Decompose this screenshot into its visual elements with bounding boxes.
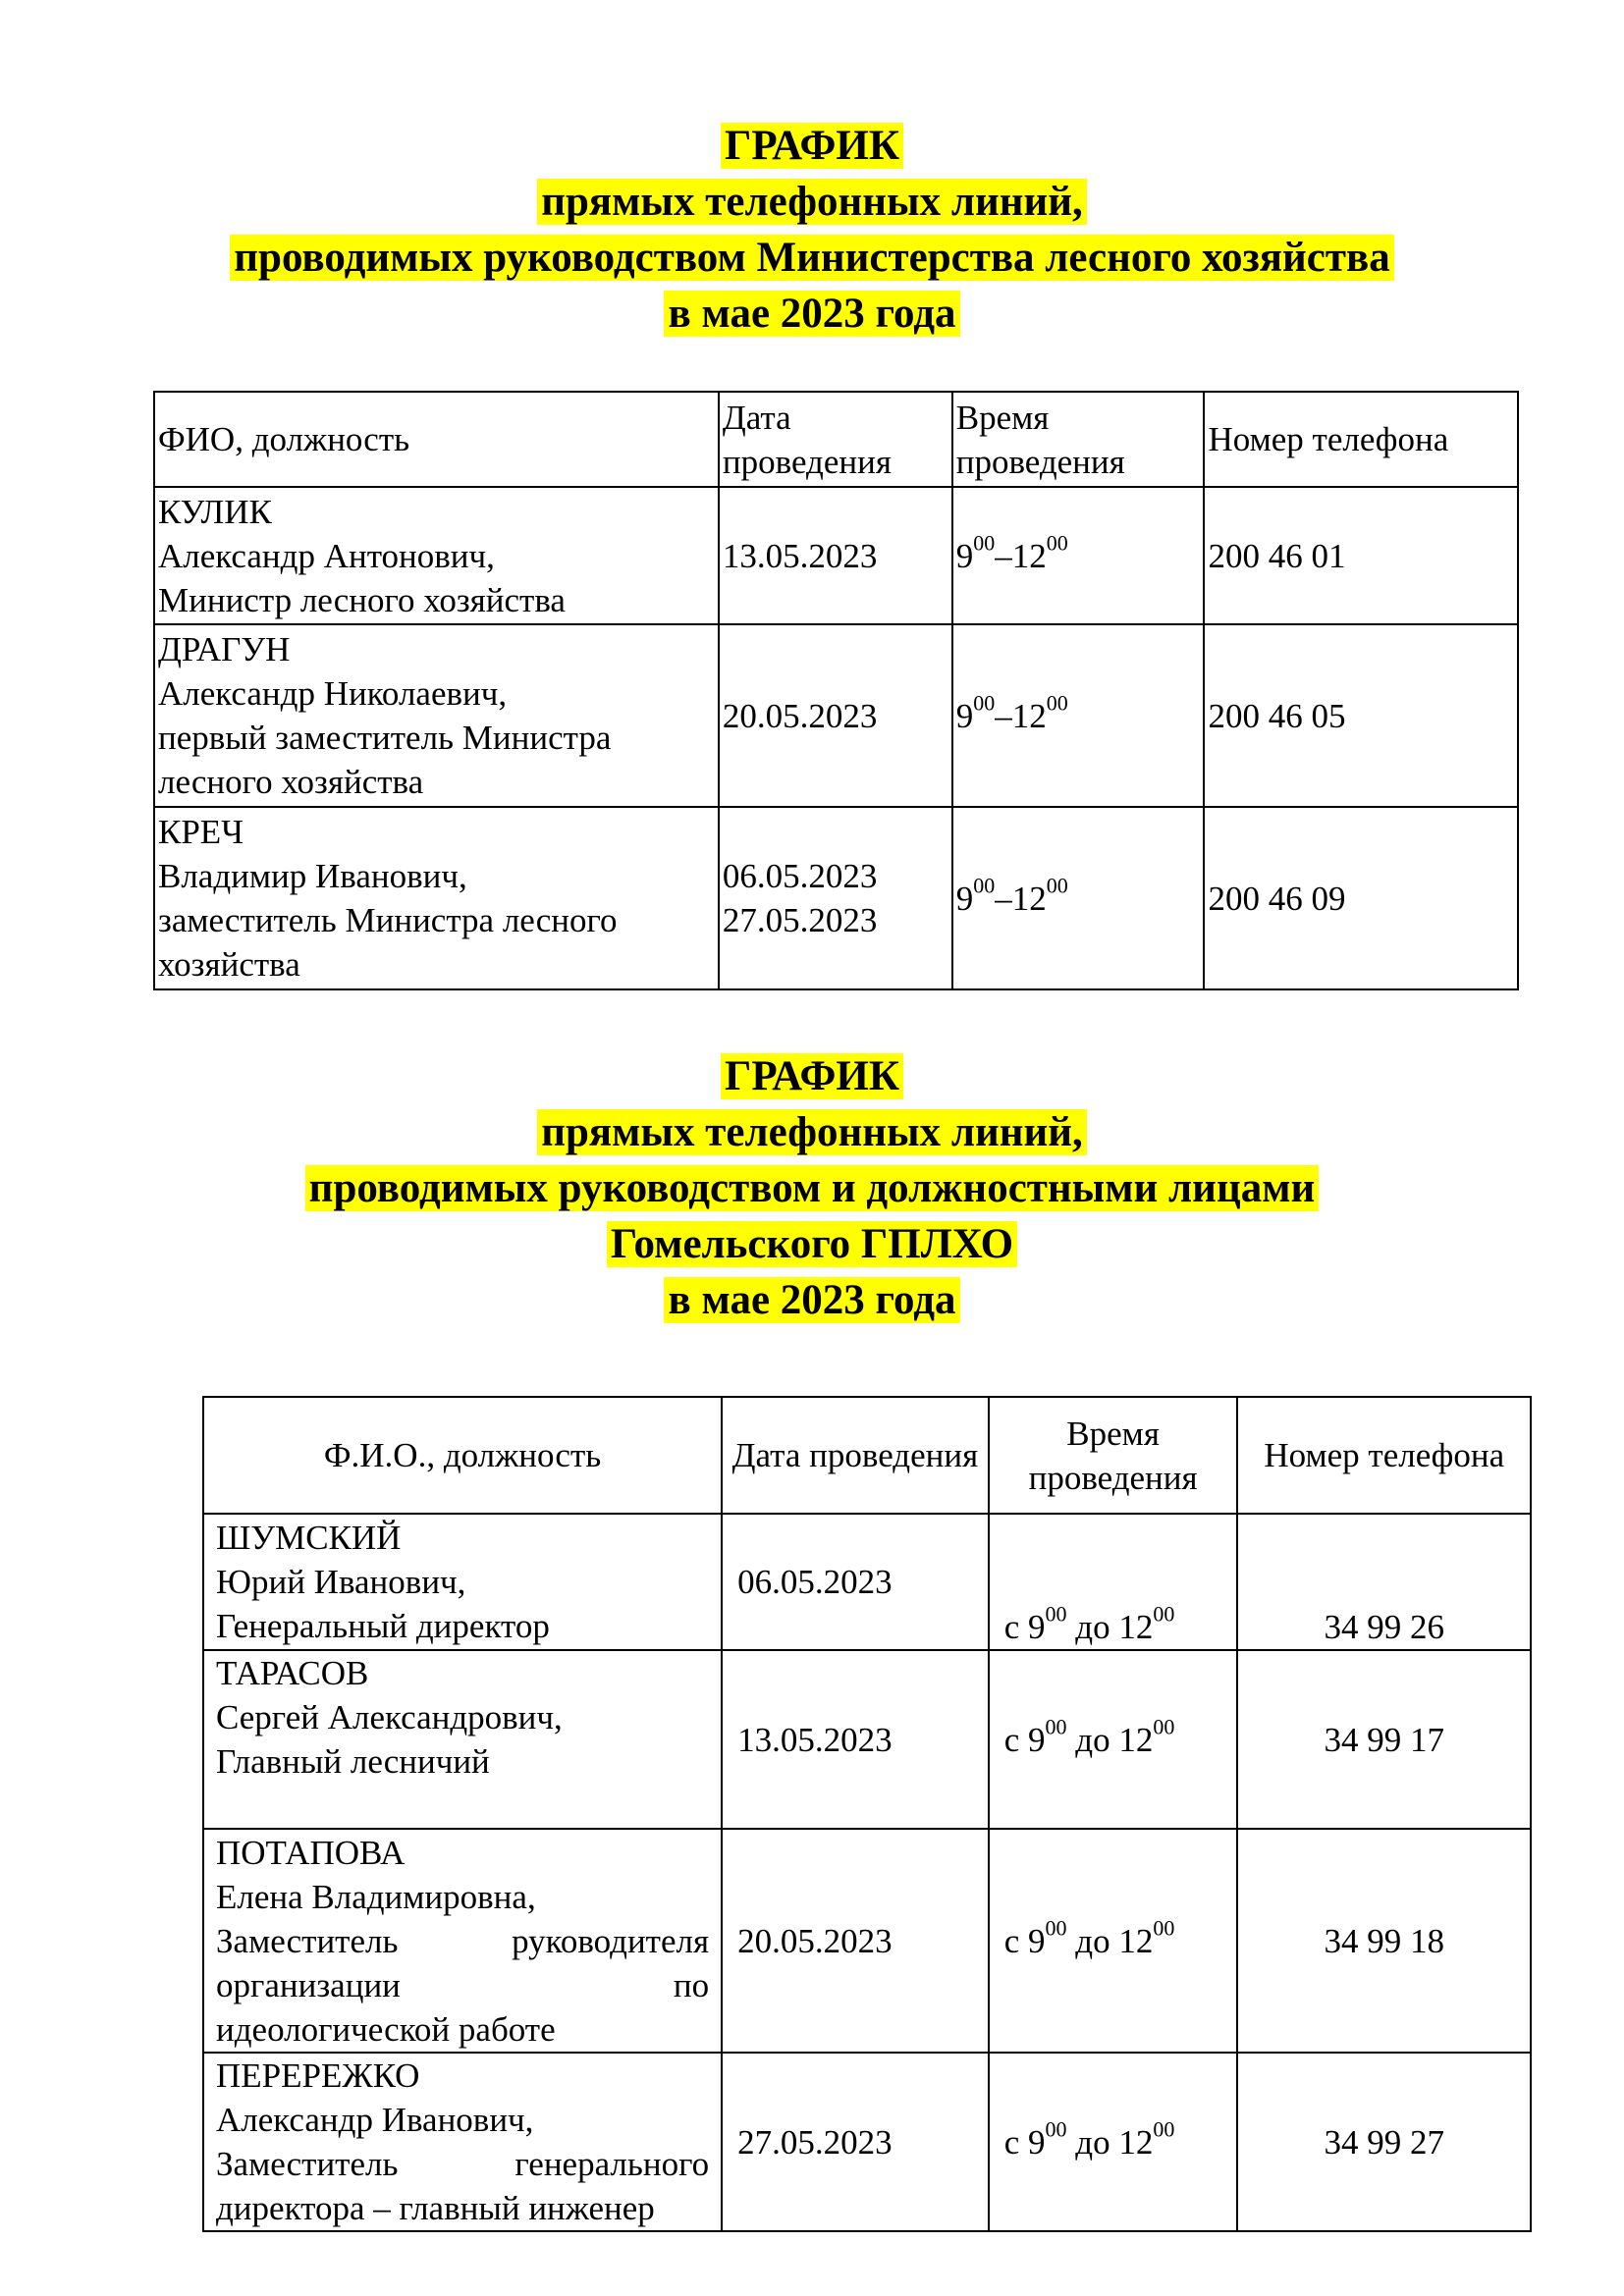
phone-cell: 200 46 09	[1204, 807, 1518, 989]
header-time: Время проведения	[989, 1397, 1238, 1514]
header-fio: ФИО, должность	[154, 392, 719, 487]
person-position: Заместитель руководителя	[216, 1921, 710, 1960]
header-date: Дата проведения	[719, 392, 952, 487]
time-cell: $9^{00}-12^{00}$	[952, 624, 1205, 807]
table-header-row	[203, 1397, 1531, 1514]
person-name: Сергей Александрович,	[216, 1698, 563, 1736]
ministry-title-line3: проводимых руководством Министерства лесного хозяйства	[230, 235, 1393, 281]
person-name: Александр Николаевич,	[158, 674, 508, 713]
table-row	[154, 624, 1518, 807]
person-cell	[154, 807, 719, 989]
time-cell: с $9^{00}$ до $12^{00}$	[989, 1650, 1238, 1829]
person-surname: КРЕЧ	[158, 813, 244, 851]
person-surname: ПЕРЕРЕЖКО	[216, 2056, 420, 2095]
date-cell: 13.05.2023	[722, 1650, 989, 1829]
date-cell: 20.05.2023	[719, 624, 952, 807]
time-cell: $9^{00}-12^{00}$	[952, 487, 1205, 624]
person-position: Генеральный директор	[216, 1607, 550, 1645]
person-name: Александр Иванович,	[216, 2101, 534, 2139]
person-name: Александр Антонович,	[158, 536, 495, 575]
header-fio: Ф.И.О., должность	[203, 1397, 722, 1514]
phone-cell: 34 99 18	[1237, 1829, 1531, 2053]
person-position: идеологической работе	[216, 2009, 556, 2049]
gomel-title-line4: Гомельского ГПЛХО	[607, 1221, 1017, 1267]
table-row	[154, 487, 1518, 624]
time-cell: с $9^{00}$ до $12^{00}$	[989, 1829, 1238, 2053]
person-surname: ДРАГУН	[158, 630, 291, 668]
person-name: Юрий Иванович,	[216, 1563, 466, 1601]
phone-cell: 200 46 05	[1204, 624, 1518, 807]
person-position: хозяйства	[158, 945, 300, 984]
person-surname: КУЛИК	[158, 492, 272, 531]
person-position: Заместитель генерального	[216, 2145, 710, 2183]
gomel-title-line3: проводимых руководством и должностными лицами	[305, 1165, 1320, 1211]
phone-cell: 200 46 01	[1204, 487, 1518, 624]
ministry-title-line2: прямых телефонных линий,	[537, 179, 1087, 225]
person-name: Владимир Иванович,	[158, 857, 467, 895]
person-position: Главный лесничий	[216, 1742, 490, 1781]
gomel-schedule-table	[202, 1396, 1532, 2232]
gomel-title-line1: ГРАФИК	[721, 1053, 903, 1099]
person-cell	[203, 2053, 722, 2231]
phone-cell: 34 99 27	[1237, 2053, 1531, 2231]
date-cell: 20.05.2023	[722, 1829, 989, 2053]
time-cell: $9^{00}-12^{00}$	[952, 807, 1205, 989]
table-header-row	[154, 392, 1518, 487]
person-position: организации по	[216, 1965, 710, 2004]
person-position: первый заместитель Министра	[158, 719, 612, 757]
person-cell	[154, 624, 719, 807]
person-surname: ТАРАСОВ	[216, 1654, 369, 1692]
person-position: директора – главный инженер	[216, 2189, 655, 2227]
header-date: Дата проведения	[722, 1397, 989, 1514]
time-cell: с $9^{00}$ до $12^{00}$	[989, 1514, 1238, 1650]
table-row	[203, 1829, 1531, 2053]
ministry-title-line4: в мае 2023 года	[664, 291, 959, 337]
gomel-title-line2: прямых телефонных линий,	[537, 1109, 1087, 1155]
table-row	[154, 807, 1518, 989]
table-row	[203, 1650, 1531, 1829]
table-row	[203, 1514, 1531, 1650]
date-cell: 27.05.2023	[722, 2053, 989, 2231]
person-name: Елена Владимировна,	[216, 1877, 536, 1916]
table-row	[203, 2053, 1531, 2231]
phone-cell: 34 99 17	[1237, 1650, 1531, 1829]
ministry-schedule-table	[153, 391, 1519, 990]
person-position: лесного хозяйства	[158, 763, 424, 801]
person-cell	[154, 487, 719, 624]
date-cell: 13.05.2023	[719, 487, 952, 624]
person-surname: ПОТАПОВА	[216, 1833, 406, 1872]
person-position: Министр лесного хозяйства	[158, 580, 566, 619]
header-time: Время проведения	[952, 392, 1205, 487]
ministry-title-line1: ГРАФИК	[721, 123, 903, 169]
gomel-title-line5: в мае 2023 года	[664, 1277, 959, 1323]
header-phone: Номер телефона	[1204, 392, 1518, 487]
person-surname: ШУМСКИЙ	[216, 1519, 402, 1557]
gomel-title	[0, 1048, 1624, 1328]
ministry-title	[0, 118, 1624, 342]
person-cell	[203, 1650, 722, 1829]
person-cell	[203, 1829, 722, 2053]
header-phone: Номер телефона	[1237, 1397, 1531, 1514]
person-position: заместитель Министра лесного	[158, 901, 618, 939]
date-cell: 06.05.2023 27.05.2023	[719, 807, 952, 989]
phone-cell: 34 99 26	[1237, 1514, 1531, 1650]
time-cell: с $9^{00}$ до $12^{00}$	[989, 2053, 1238, 2231]
person-cell	[203, 1514, 722, 1650]
date-cell: 06.05.2023	[722, 1514, 989, 1650]
